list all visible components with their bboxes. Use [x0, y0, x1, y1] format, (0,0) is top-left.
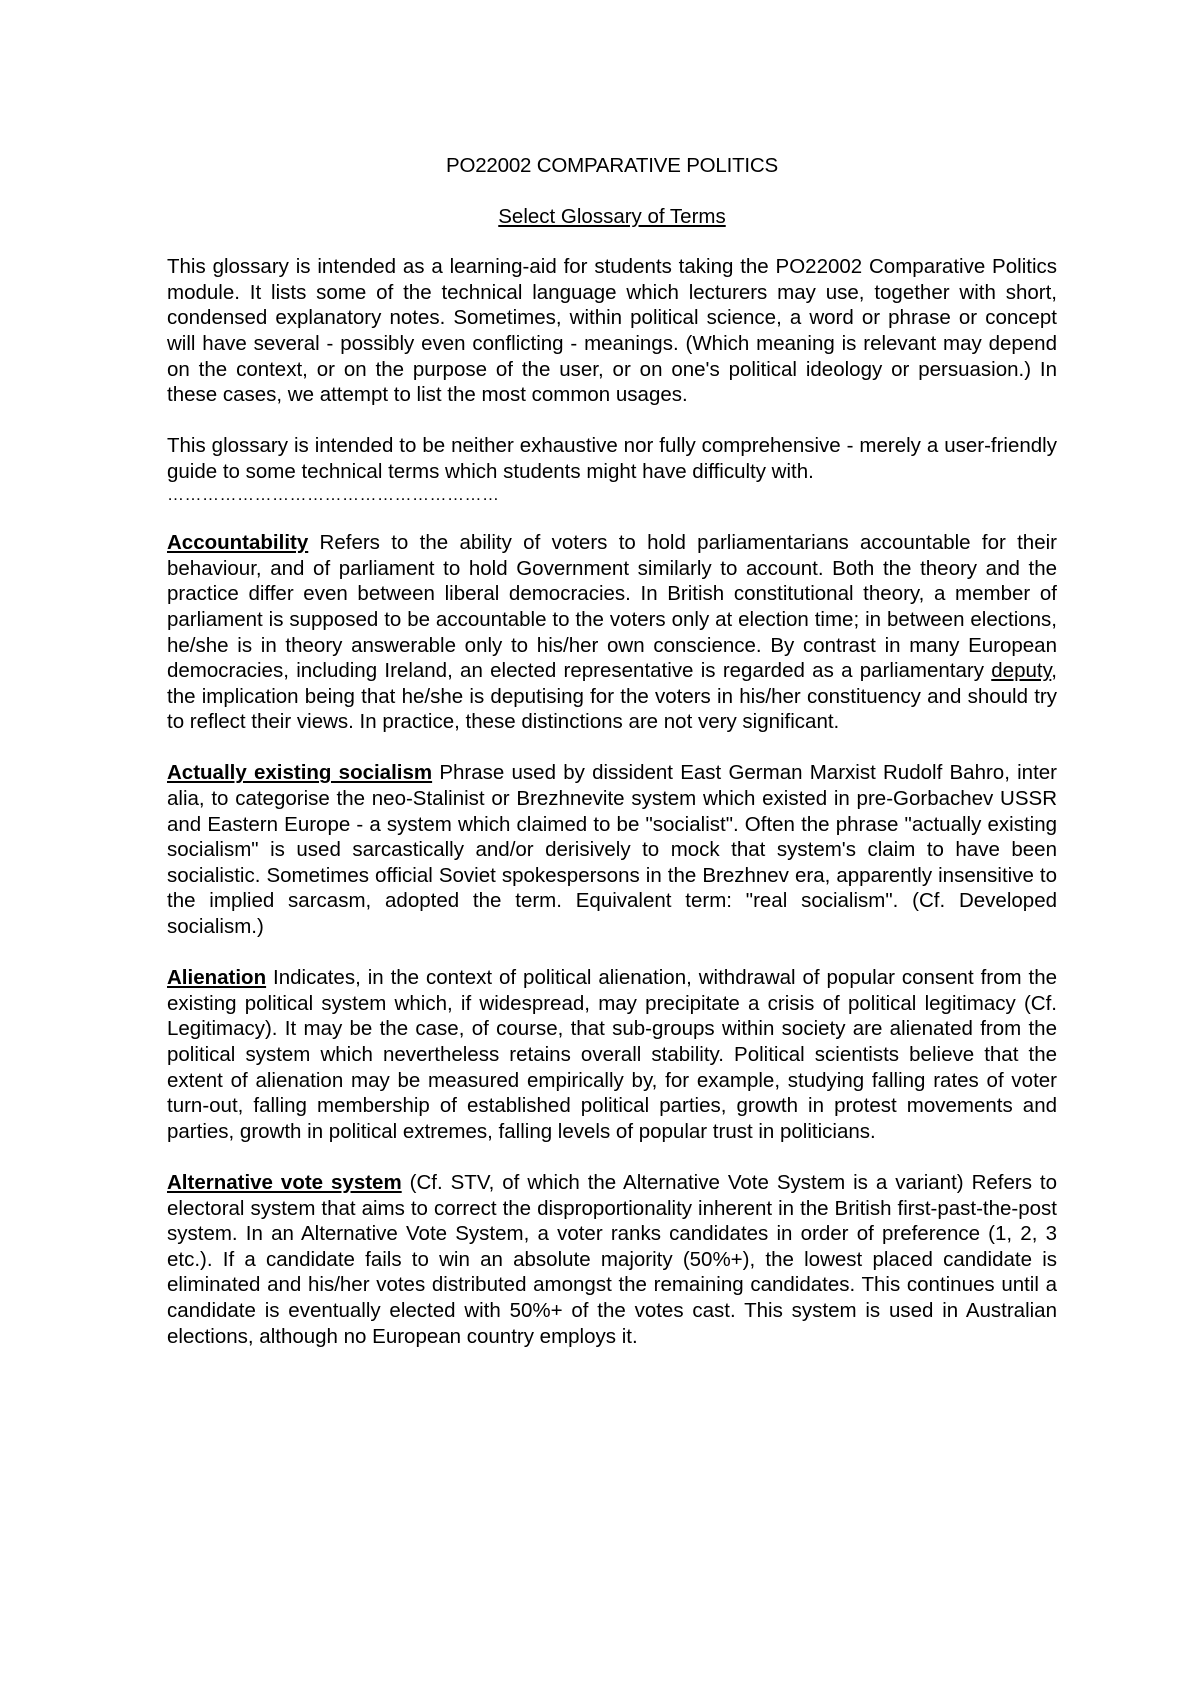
paragraph-gap — [167, 735, 1057, 761]
term-alienation: Alienation — [167, 966, 267, 990]
definition-alienation: Indicates, in the context of political alienation, withdrawal of popular consent from the existing political system which, if widespread, may precipitate a crisis of political legitimacy (Cf. Legitimacy). It may be the case, of course, that sub-groups within society are alienated from the political system which nevertheless retains overall stability. Political scientists believe that the extent of alienation may be measured empirically by, for example, studying falling rates of voter turn-out, falling membership of established political parties, growth in protest movements and parties, growth in political extremes, falling levels of popular trust in politicians. — [167, 966, 1057, 1143]
definition-actually-existing-socialism: Phrase used by dissident East German Marxist Rudolf Bahro, inter alia, to categorise the neo-Stalinist or Brezhnevite system which existed in pre-Gorbachev USSR and Eastern Europe - a system which claimed to be "socialist". Often the phrase "actually existing socialism" is used sarcastically and/or derisively to mock that system's claim to have been socialistic. Sometimes official Soviet spokespersons in the Brezhnev era, apparently insensitive to the implied sarcasm, adopted the term. Equivalent term: "real socialism". (Cf. Developed socialism.) — [167, 761, 1057, 939]
underlined-word-deputy: deputy — [991, 659, 1052, 683]
paragraph-gap — [167, 940, 1057, 966]
paragraph-gap — [167, 408, 1057, 434]
paragraph-gap — [167, 505, 1057, 531]
subtitle-text: Select Glossary of Terms — [498, 204, 726, 228]
term-accountability: Accountability — [167, 531, 309, 555]
definition-accountability-part2: , the implication being that he/she is deputising for the voters in his/her constituency and should try to reflect their views. In practice, these distinctions are not very significant. — [167, 659, 1057, 734]
definition-accountability-part1: Refers to the ability of voters to hold parliamentarians accountable for their behaviour, and of parliament to hold Government similarly to account. Both the theory and the practice differ even between liberal democracies. In British constitutional theory, a member of parliament is supposed to be accountable to the voters only at election time; in between elections, he/she is in theory answerable only to his/her own conscience. By contrast in many European democracies, including Ireland, an elected representative is regarded as a parliamentary — [167, 531, 1057, 683]
glossary-entry-accountability — [167, 530, 1057, 735]
intro-paragraph-2: This glossary is intended to be neither exhaustive nor fully comprehensive - merely a user-friendly guide to some technical terms which students might have difficulty with. — [167, 434, 1057, 483]
glossary-entry-alienation — [167, 965, 1057, 1144]
separator-dots: ………………………………………………… — [167, 484, 500, 504]
glossary-entry-alternative-vote-system — [167, 1170, 1057, 1349]
document-subtitle — [167, 204, 1057, 230]
paragraph-gap — [167, 1144, 1057, 1170]
definition-alternative-vote-system: (Cf. STV, of which the Alternative Vote System is a variant) Refers to electoral system that aims to correct the disproportionality inherent in the British first-past-the-post system. In an Alternative Vote System, a voter ranks candidates in order of preference (1, 2, 3 etc.). If a candidate fails to win an absolute majority (50%+), the lowest placed candidate is eliminated and his/her votes distributed amongst the remaining candidates. This continues until a candidate is eventually elected with 50%+ of the votes cast. This system is used in Australian elections, although no European country employs it. — [167, 1170, 1058, 1348]
term-alternative-vote-system: Alternative vote system — [167, 1170, 402, 1194]
document-body — [167, 153, 1057, 1349]
glossary-entry-actually-existing-socialism — [167, 760, 1057, 939]
document-title: PO22002 COMPARATIVE POLITICS — [446, 154, 778, 177]
intro-paragraph-1: This glossary is intended as a learning-aid for students taking the PO22002 Comparative Politics module. It lists some of the technical language which lecturers may use, together with short, condensed explanatory notes. Sometimes, within political science, a word or phrase or concept will have several - possibly even conflicting - meanings. (Which meaning is relevant may depend on the context, or on the purpose of the user, or on one's political ideology or persuasion.) In these cases, we attempt to list the most common usages. — [167, 255, 1057, 407]
term-actually-existing-socialism: Actually existing socialism — [167, 761, 433, 785]
